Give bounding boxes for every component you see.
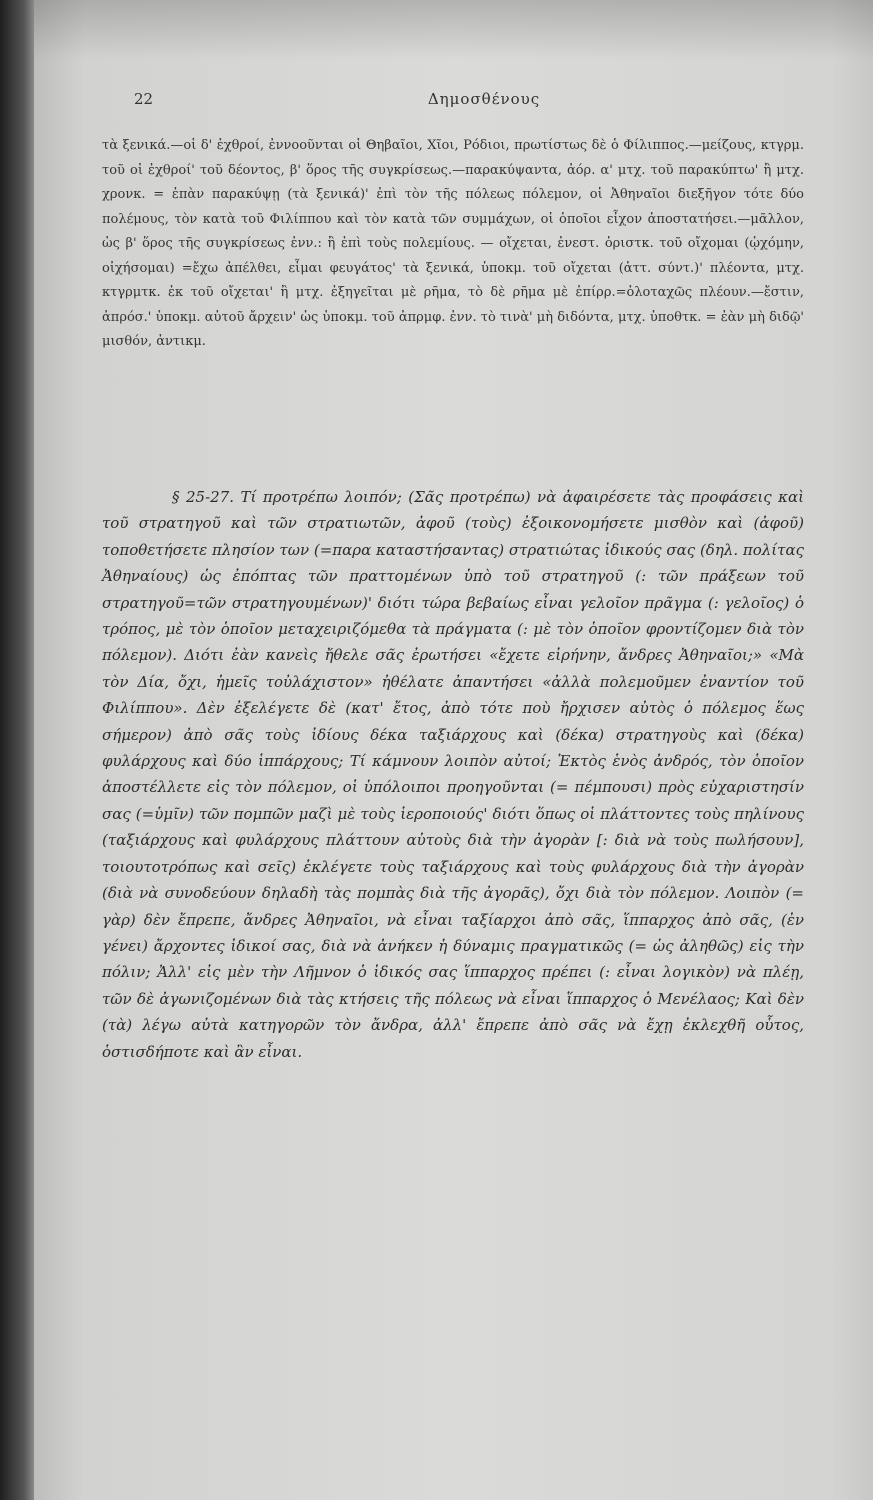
commentary-notes [102, 134, 804, 355]
book-gutter-shadow [0, 0, 34, 1500]
body-paragraph: § 25-27. Τί προτρέπω λοιπόν; (Σᾶς προτρέπω) νὰ ἀφαιρέσετε τὰς προφάσεις καὶ τοῦ στρατηγοῦ καὶ τῶν στρατιωτῶν, ἀφοῦ (τοὺς) ἐξοικονομήσετε μισθὸν καὶ (ἀφοῦ) τοποθετήσετε πλησίον των (=παρα καταστήσαντας) στρατιώτας ἰδικούς σας (δηλ. πολίτας Ἀθηναίους) ὡς ἐπόπτας τῶν πραττομένων ὑπὸ τοῦ στρατηγοῦ (: τῶν πράξεων τοῦ στρατηγοῦ=τῶν στρατηγουμένων)' διότι τώρα βεβαίως εἶναι γελοῖον πρᾶγμα (: γελοῖος) ὁ τρόπος, μὲ τὸν ὁποῖον μεταχειριζόμεθα τὰ πράγματα (: μὲ τὸν ὁποῖον φροντίζομεν διὰ τὸν πόλεμον). Διότι ἐὰν κανεὶς ἤθελε σᾶς ἐρωτήσει «ἔχετε εἰρήνην, ἄνδρες Ἀθηναῖοι;» «Μὰ τὸν Δία, ὄχι, ἡμεῖς τοὐλάχιστον» ἠθέλατε ἀπαντήσει «ἀλλὰ πολεμοῦμεν ἐναντίον τοῦ Φιλίππου». Δὲν ἐξελέγετε δὲ (κατ' ἔτος, ἀπὸ τότε ποὺ ἤρχισεν αὐτὸς ὁ πόλεμος ἕως σήμερον) ἀπὸ σᾶς τοὺς ἰδίους δέκα ταξιάρχους καὶ (δέκα) στρατηγοὺς καὶ (δέκα) φυλάρχους καὶ δύο ἱππάρχους; Τί κάμνουν λοιπὸν αὐτοί; Ἐκτὸς ἑνὸς ἀνδρός, τὸν ὁποῖον ἀποστέλλετε εἰς τὸν πόλεμον, οἱ ὑπόλοιποι προηγοῦνται (= πέμπουσι) πρὸς εὐχαριστησίν σας (=ὑμῖν) τῶν πομπῶν μαζὶ μὲ τοὺς ἱεροποιούς' διότι ὅπως οἱ πλάττοντες τοὺς πηλίνους (ταξιάρχους καὶ φυλάρχους πλάττουν αὐτοὺς διὰ τὴν ἀγορὰν [: διὰ νὰ τοὺς πωλήσουν], τοιουτοτρόπως καὶ σεῖς) ἐκλέγετε τοὺς ταξιάρχους καὶ τοὺς φυλάρχους διὰ τὴν ἀγορὰν (διὰ νὰ συνοδεύουν δηλαδὴ τὰς πομπὰς διὰ τῆς ἀγορᾶς), ὄχι διὰ τὸν πόλεμον. Λοιπὸν (= γὰρ) δὲν ἔπρεπε, ἄνδρες Ἀθηναῖοι, νὰ εἶναι ταξίαρχοι ἀπὸ σᾶς, ἵππαρχος ἀπὸ σᾶς, (ἐν γένει) ἄρχοντες ἰδικοί σας, διὰ νὰ ἀνήκεν ἡ δύναμις πραγματικῶς (= ὡς ἀληθῶς) εἰς τὴν πόλιν; Ἀλλ' εἰς μὲν τὴν Λῆμνον ὁ ἰδικός σας ἵππαρχος πρέπει (: εἶναι λογικὸν) νὰ πλέῃ, τῶν δὲ ἀγωνιζομένων διὰ τὰς κτήσεις τῆς πόλεως νὰ εἶναι ἵππαρχος ὁ Μενέλαος; Καὶ δὲν (τὰ) λέγω αὐτὰ κατηγορῶν τὸν ἄνδρα, ἀλλ' ἔπρεπε ἀπὸ σᾶς νὰ ἔχῃ ἐκλεχθῆ οὗτος, ὁστισδήποτε καὶ ἂν εἶναι. [102, 488, 804, 1061]
page-number: 22 [134, 90, 154, 108]
notes-paragraph: τὰ ξενικά.—οἱ δ' ἐχθροί, ἐννοοῦνται οἱ Θηβαῖοι, Χῖοι, Ρόδιοι, πρωτίστως δὲ ὁ Φίλιππος.—μείζους, κτγρμ. τοῦ οἱ ἐχθροί' τοῦ δέοντος, β' ὅρος τῆς συγκρίσεως.—παρακύψαντα, ἀόρ. α' μτχ. τοῦ παρακύπτω' ἢ μτχ. χρονκ. = ἐπὰν παρακύψῃ (τὰ ξενικά)' ἐπὶ τὸν τῆς πόλεως πόλεμον, οἱ Ἀθηναῖοι διεξῆγον τότε δύο πολέμους, τὸν κατὰ τοῦ Φιλίππου καὶ τὸν κατὰ τῶν συμμάχων, οἱ ὁποῖοι εἶχον ἀποστατήσει.—μᾶλλον, ὡς β' ὅρος τῆς συγκρίσεως ἐνν.: ἢ ἐπὶ τοὺς πολεμίους. — οἴχεται, ἐνεστ. ὁριστκ. τοῦ οἴχομαι (ᾠχόμην, οἰχήσομαι) =ἔχω ἀπέλθει, εἶμαι φευγάτος' τὰ ξενικά, ὑποκμ. τοῦ οἴχεται (ἀττ. σύντ.)' πλέοντα, μτχ. κτγρμτκ. ἐκ τοῦ οἴχεται' ἢ μτχ. ἐξηγεῖται μὲ ρῆμα, τὸ δὲ ρῆμα μὲ ἐπίρρ.=ὁλοταχῶς πλέουν.—ἔστιν, ἀπρόσ.' ὑποκμ. αὐτοῦ ἄρχειν' ὡς ὑποκμ. τοῦ ἀπρμφ. ἐνν. τὸ τινὰ' μὴ διδόντα, μτχ. ὑποθτκ. = ἐὰν μὴ διδῷ' μισθόν, ἀντικμ. [102, 138, 804, 349]
page-header [134, 90, 834, 114]
top-shadow [34, 0, 873, 60]
translation-body [102, 484, 804, 1065]
running-title: Δημοσθένους [427, 90, 541, 108]
